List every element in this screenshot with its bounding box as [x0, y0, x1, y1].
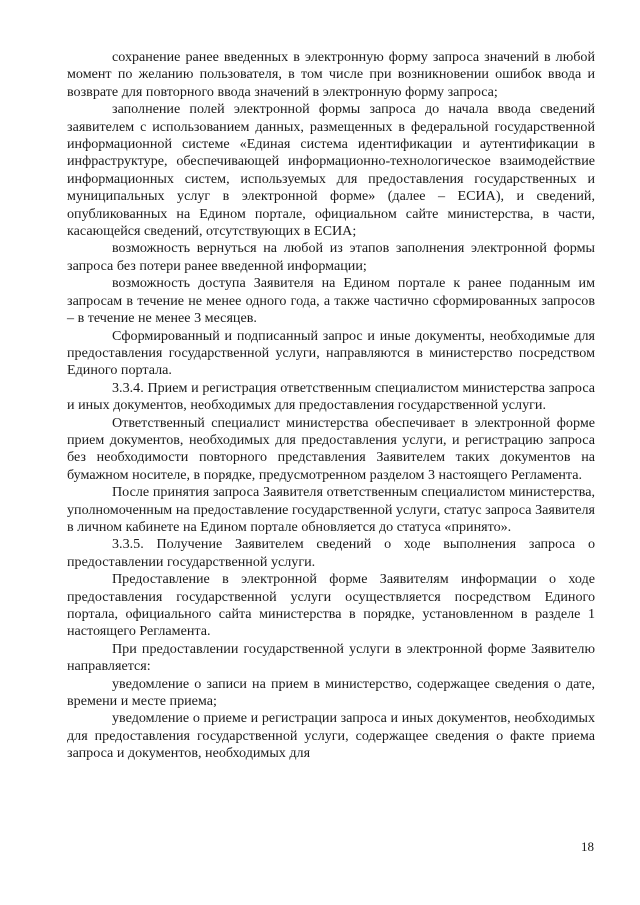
paragraph-access-requests: возможность доступа Заявителя на Едином портале к ранее поданным им запросам в течение не менее одного года, а также частично сформированных запросов – в течение не менее 3 месяцев. [67, 275, 595, 327]
paragraph-progress-info: Предоставление в электронной форме Заявителям информации о ходе предоставления государственной услуги осуществляется посредством Единого портала, официального сайта министерства в порядке, установленном в разделе 1 настоящего Регламента. [67, 571, 595, 640]
paragraph-status-update: После принятия запроса Заявителя ответственным специалистом министерства, уполномоченным на предоставление государственной услуги, статус запроса Заявителя в личном кабинете на Едином портале обновляется до статуса «принято». [67, 484, 595, 535]
paragraph-fill-fields: заполнение полей электронной формы запроса до начала ввода сведений заявителем с использованием данных, размещенных в федеральной государственной информационной системе «Единая система идентификации и аутентификации в инфраструктуре, обеспечивающей информационно-технологическое взаимодействие информационных систем, используемых для предоставления государственных и муниципальных услуг в электронной форме» (далее – ЕСИА), и сведений, опубликованных на Едином портале, официальном сайте министерства, в части, касающейся сведений, отсутствующих в ЕСИА; [67, 101, 595, 240]
paragraph-signed-request: Сформированный и подписанный запрос и иные документы, необходимые для предоставления государственной услуги, направляются в министерство посредством Единого портала. [67, 327, 595, 379]
document-body [67, 49, 595, 763]
paragraph-save-values: сохранение ранее введенных в электронную форму запроса значений в любой момент по желанию пользователя, в том числе при возникновении ошибок ввода и возврате для повторного ввода значений в электронную форму запроса; [67, 49, 595, 100]
paragraph-specialist-reception: Ответственный специалист министерства обеспечивает в электронной форме прием документов, необходимых для предоставления услуги, и регистрацию запроса без необходимости повторного представления Заявителем таких документов на бумажном носителе, в порядке, предусмотренном разделом 3 настоящего Регламента. [67, 414, 595, 483]
paragraph-appointment-notice: уведомление о записи на прием в министерство, содержащее сведения о дате, времени и месте приема; [67, 675, 595, 710]
page-number: 18 [581, 839, 594, 854]
paragraph-return-stage: возможность вернуться на любой из этапов заполнения электронной формы запроса без потери ранее введенной информации; [67, 240, 595, 274]
paragraph-notifications-intro: При предоставлении государственной услуги в электронной форме Заявителю направляется: [67, 640, 595, 675]
paragraph-registration-notice: уведомление о приеме и регистрации запроса и иных документов, необходимых для предоставления государственной услуги, содержащее сведения о факте приема запроса и документов, необходимых для [67, 710, 595, 762]
section-heading-3-3-4: 3.3.4. Прием и регистрация ответственным специалистом министерства запроса и иных документов, необходимых для предоставления государственной услуги. [67, 379, 595, 414]
section-heading-3-3-5: 3.3.5. Получение Заявителем сведений о ходе выполнения запроса о предоставлении государственной услуги. [67, 536, 595, 570]
